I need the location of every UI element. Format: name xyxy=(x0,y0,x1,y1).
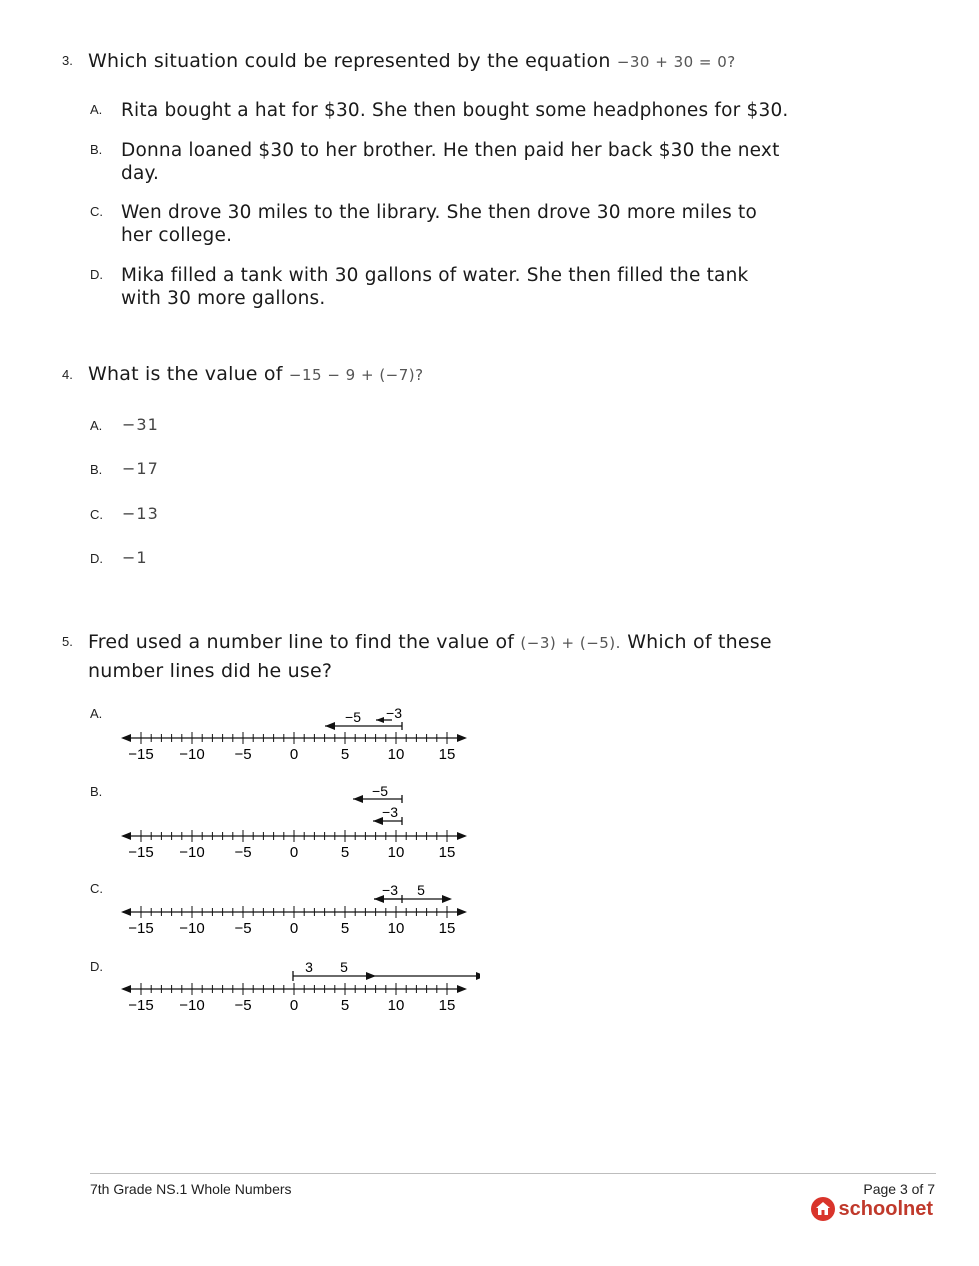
tick-label-0: −15 xyxy=(128,920,154,937)
question-5-prompt-part1: Fred used a number line to find the value of xyxy=(88,631,515,653)
q3-option-c-letter: C. xyxy=(90,204,103,219)
axis-arrow-left xyxy=(121,908,131,916)
tick-label-5: 10 xyxy=(387,844,405,861)
tick-label-0: −15 xyxy=(128,997,154,1014)
tick-label-1: −10 xyxy=(179,997,205,1014)
question-3-text xyxy=(88,47,736,76)
q4-option-d-letter: D. xyxy=(90,551,103,566)
house-icon xyxy=(810,1196,836,1222)
q5-option-d-numberline[interactable] xyxy=(110,952,480,1022)
question-5-number: 5. xyxy=(62,634,73,649)
tick-label-1: −10 xyxy=(179,844,205,861)
q3-option-d-line2: with 30 more gallons. xyxy=(121,288,326,309)
tick-label-2: −5 xyxy=(234,844,252,861)
tick-label-2: −5 xyxy=(234,920,252,937)
axis-arrow-left xyxy=(121,734,131,742)
axis-arrow-right xyxy=(457,908,467,916)
q5-option-c-letter: C. xyxy=(90,881,103,896)
q5-option-a-letter: A. xyxy=(90,706,103,721)
footer-left: 7th Grade NS.1 Whole Numbers xyxy=(90,1181,292,1197)
label-b-2: −3 xyxy=(382,804,398,820)
q4-option-d-value[interactable]: −1 xyxy=(122,548,148,567)
tick-label-1: −10 xyxy=(179,746,205,763)
question-4-prompt: What is the value of xyxy=(88,363,283,385)
label-c-2: 5 xyxy=(417,882,425,898)
tick-label-4: 5 xyxy=(340,920,350,937)
arrowhead-a1 xyxy=(325,722,335,730)
question-5-prompt-line2: number lines did he use? xyxy=(88,660,333,682)
question-4-expression: −15 − 9 + (−7)? xyxy=(288,366,424,384)
question-3-prompt: Which situation could be represented by the equation xyxy=(88,50,611,72)
arrowhead-b1 xyxy=(353,795,363,803)
q3-option-a-letter: A. xyxy=(90,102,103,117)
q4-option-a-value[interactable]: −31 xyxy=(122,415,159,434)
q3-option-c-line2: her college. xyxy=(121,225,233,246)
label-a-2: −3 xyxy=(386,705,402,721)
question-5-prompt-part2: Which of these xyxy=(627,631,772,653)
q3-option-a-text[interactable]: Rita bought a hat for $30. She then bought some headphones for $30. xyxy=(121,100,789,121)
tick-label-6: 15 xyxy=(438,997,456,1014)
arrowhead-a2 xyxy=(376,717,384,723)
q4-option-b-letter: B. xyxy=(90,462,103,477)
q5-option-d-letter: D. xyxy=(90,959,103,974)
question-3-equation: −30 + 30 = 0? xyxy=(616,53,736,71)
tick-label-3: 0 xyxy=(289,920,299,937)
arrowhead-d1 xyxy=(366,972,376,980)
tick-label-3: 0 xyxy=(289,997,299,1014)
q3-option-c-line1: Wen drove 30 miles to the library. She then drove 30 more miles to xyxy=(121,202,757,223)
question-4-text xyxy=(88,360,424,389)
q3-option-d-text[interactable] xyxy=(121,264,748,310)
brand-name: schoolnet xyxy=(838,1197,933,1220)
tick-label-5: 10 xyxy=(387,920,405,937)
tick-label-6: 15 xyxy=(438,844,456,861)
arrowhead-d2 xyxy=(476,972,480,980)
tick-label-5: 10 xyxy=(387,746,405,763)
tick-label-4: 5 xyxy=(340,746,350,763)
label-a-1: −5 xyxy=(345,709,361,725)
axis-arrow-right xyxy=(457,734,467,742)
q5-option-a-numberline[interactable] xyxy=(110,698,480,772)
q5-option-c-numberline[interactable] xyxy=(110,875,480,945)
axis-arrow-left xyxy=(121,832,131,840)
tick-label-0: −15 xyxy=(128,844,154,861)
axis-arrow-left xyxy=(121,985,131,993)
tick-label-2: −5 xyxy=(234,997,252,1014)
q4-option-c-value[interactable]: −13 xyxy=(122,504,159,523)
arrowhead-c2 xyxy=(442,895,452,903)
q3-option-d-letter: D. xyxy=(90,267,103,282)
q3-option-d-line1: Mika filled a tank with 30 gallons of water. She then filled the tank xyxy=(121,265,749,286)
axis-arrow-right xyxy=(457,985,467,993)
q4-option-c-letter: C. xyxy=(90,507,103,522)
q4-option-a-letter: A. xyxy=(90,418,103,433)
question-3-number: 3. xyxy=(62,53,73,68)
tick-label-4: 5 xyxy=(340,997,350,1014)
q3-option-b-line1: Donna loaned $30 to her brother. He then paid her back $30 the next xyxy=(121,140,780,161)
label-b-1: −5 xyxy=(372,783,388,799)
q5-option-b-numberline[interactable] xyxy=(110,780,480,870)
q3-option-b-text[interactable] xyxy=(121,139,780,185)
footer-divider xyxy=(90,1173,936,1174)
q5-option-b-letter: B. xyxy=(90,784,103,799)
q3-option-c-text[interactable] xyxy=(121,201,757,247)
schoolnet-logo xyxy=(810,1196,933,1222)
question-5-expression: (−3) + (−5). xyxy=(520,634,621,652)
tick-label-1: −10 xyxy=(179,920,205,937)
question-4-number: 4. xyxy=(62,367,73,382)
tick-label-6: 15 xyxy=(438,920,456,937)
axis-arrow-right xyxy=(457,832,467,840)
q3-option-b-line2: day. xyxy=(121,163,160,184)
tick-label-2: −5 xyxy=(234,746,252,763)
footer-page-number: Page 3 of 7 xyxy=(863,1181,935,1197)
label-d-1: 3 xyxy=(305,959,313,975)
label-c-1: −3 xyxy=(382,882,398,898)
q4-option-b-value[interactable]: −17 xyxy=(122,459,159,478)
tick-label-5: 10 xyxy=(387,997,405,1014)
question-5-text xyxy=(88,628,772,685)
label-d-2: 5 xyxy=(340,959,348,975)
tick-label-0: −15 xyxy=(128,746,154,763)
tick-label-4: 5 xyxy=(340,844,350,861)
tick-label-6: 15 xyxy=(438,746,456,763)
q3-option-b-letter: B. xyxy=(90,142,103,157)
tick-label-3: 0 xyxy=(289,746,299,763)
tick-label-3: 0 xyxy=(289,844,299,861)
